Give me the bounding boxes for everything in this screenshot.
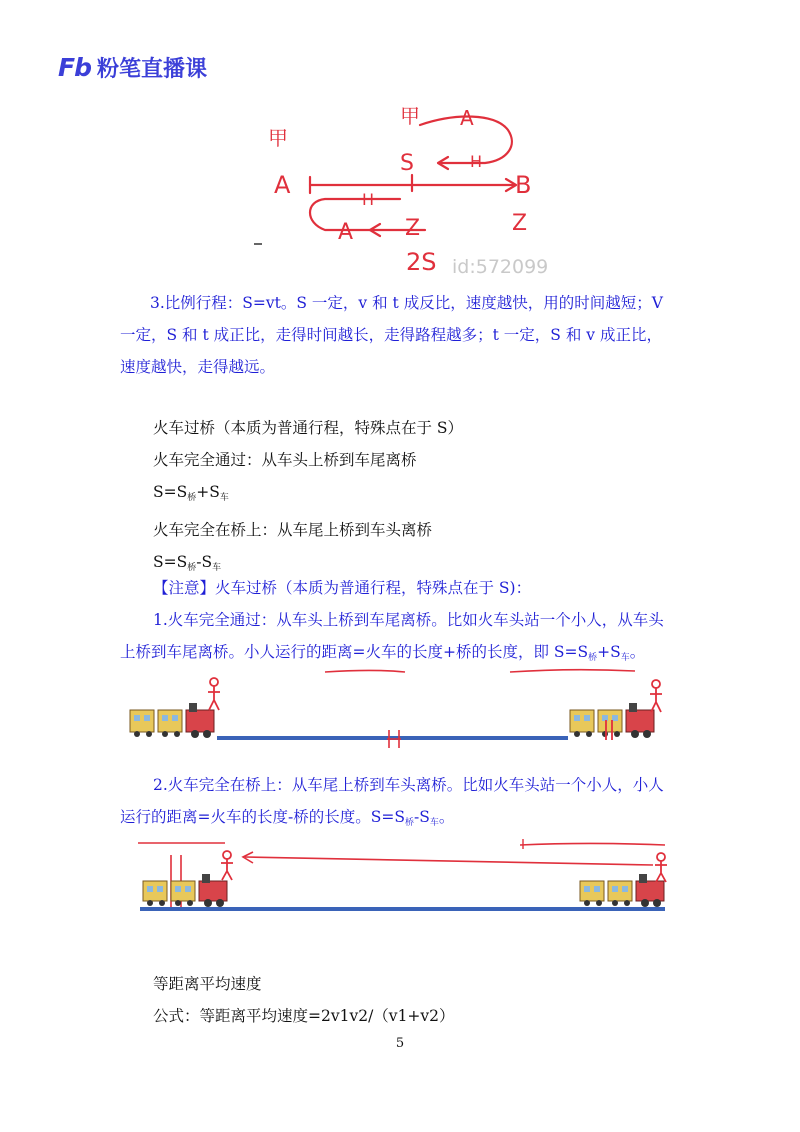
label-hash-bottom: H	[362, 190, 375, 209]
note-point-1-cont: 上桥到车尾离桥。小人运行的距离=火车的长度+桥的长度，即 $S=S_桥+S_车$。	[120, 643, 646, 663]
brand-name: 粉笔直播课	[96, 57, 207, 82]
note-point-2-cont: 运行的距离=火车的长度-桥的长度。$S=S_桥-S_车$。	[120, 808, 455, 828]
train-section	[153, 412, 753, 584]
on-bridge-line: 火车完全在桥上：从车尾上桥到车头离桥	[153, 521, 433, 539]
para3-line3: 速度越快，走得越远。	[120, 358, 276, 376]
page-number: 5	[395, 1036, 405, 1051]
note-title: 【注意】火车过桥（本质为普通行程，特殊点在于 S)：	[153, 579, 532, 597]
full-pass-line: 火车完全通过：从车头上桥到车尾离桥	[153, 451, 417, 469]
train-right	[580, 874, 664, 907]
para3-rest	[120, 319, 740, 383]
label-a: A	[274, 171, 291, 199]
stick-man-right	[655, 853, 667, 882]
handwritten-sketch-meeting	[250, 95, 570, 285]
label-hash-top: H	[470, 152, 483, 171]
note-point-2: 2.火车完全在桥上：从车尾上桥到车头离桥。比如火车头站一个小人，小人	[153, 776, 664, 794]
stick-man-left	[221, 851, 233, 880]
label-2s: 2S	[406, 248, 437, 276]
para3-line1: 3.比例行程：S=vt。S 一定，v 和 t 成反比，速度越快，用的时间越短；V	[150, 294, 663, 312]
average-speed-title: 等距离平均速度	[153, 975, 262, 993]
label-jia-left: 甲	[268, 126, 288, 150]
label-yi-mid: Z	[405, 216, 421, 241]
logo-mark: Fb	[58, 53, 91, 82]
train-illustration-on-bridge	[135, 835, 675, 915]
train-left	[130, 703, 214, 738]
train-title: 火车过桥（本质为普通行程，特殊点在于 S）	[153, 419, 464, 437]
average-speed-formula: 公式：等距离平均速度=2v1v2/（v1+v2）	[153, 1007, 455, 1025]
formula-full-pass: $S=S_桥+S_车$	[153, 483, 229, 503]
train-left	[143, 874, 227, 907]
stick-man-left	[208, 678, 220, 710]
train-illustration-full-pass	[125, 668, 670, 758]
brand-logo	[58, 52, 207, 83]
para3-line2: 一定，S 和 t 成正比，走得时间越长，走得路程越多；t 一定，S 和 v 成正比，	[120, 326, 662, 344]
proportion-paragraph	[150, 287, 740, 319]
label-s: S	[400, 151, 414, 176]
label-a-top: A	[460, 106, 474, 130]
note-point-1: 1.火车完全通过：从车头上桥到车尾离桥。比如火车头站一个小人，从车头	[153, 611, 664, 629]
watermark: id:572099	[452, 256, 549, 278]
label-yi-right: Z	[512, 211, 528, 236]
formula-on-bridge: $S=S_桥-S_车$	[153, 553, 222, 573]
label-b: B	[515, 171, 532, 199]
label-a-bottom: A	[338, 220, 354, 245]
label-jia-top: 甲	[400, 104, 420, 128]
average-speed-section	[153, 968, 753, 1032]
